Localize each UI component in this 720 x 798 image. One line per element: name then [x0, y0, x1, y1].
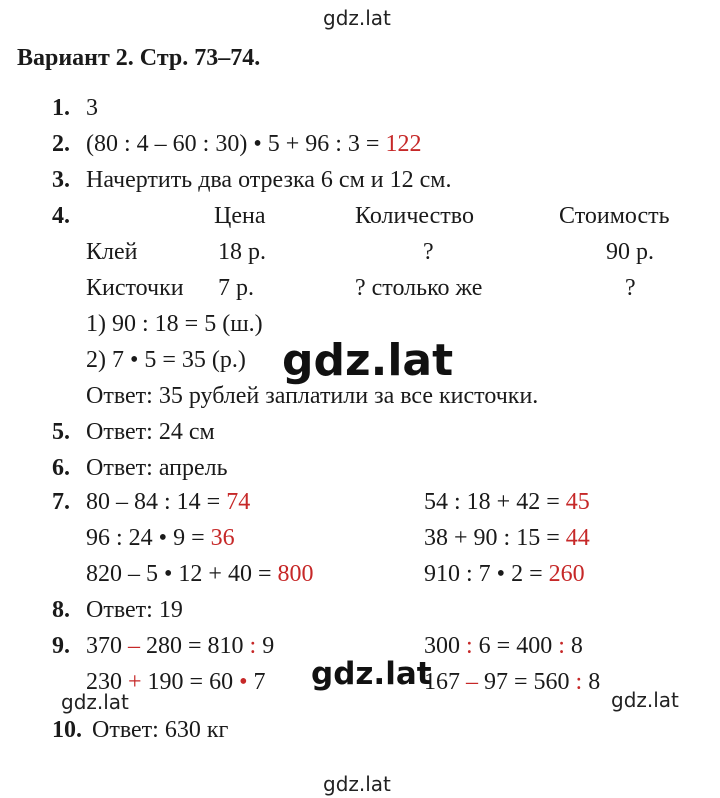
answer-text: Ответ: апрель — [86, 455, 228, 481]
answer-value: 45 — [565, 489, 590, 515]
expression: 54 : 18 + 42 = 45 — [424, 489, 590, 515]
expression: 300 : 6 = 400 : 8 — [424, 633, 583, 659]
watermark-right: gdz.lat — [611, 688, 679, 712]
expression: 80 – 84 : 14 = 74 — [86, 489, 251, 515]
item-number: 2. — [52, 131, 70, 157]
table-cell: ? — [423, 239, 434, 265]
answer-value: 122 — [385, 131, 422, 157]
answer-value: 800 — [277, 561, 314, 587]
page-title: Вариант 2. Стр. 73–74. — [17, 45, 261, 71]
expression: 96 : 24 • 9 = 36 — [86, 525, 235, 551]
table-header-cost: Стоимость — [559, 203, 670, 229]
table-cell: 18 р. — [218, 239, 266, 265]
table-header-quantity: Количество — [355, 203, 474, 229]
watermark-center: gdz.lat — [282, 335, 454, 386]
answer-value: 44 — [565, 525, 590, 551]
item-number: 6. — [52, 455, 70, 481]
watermark-bottom: gdz.lat — [323, 772, 391, 796]
answer-value: 260 — [548, 561, 585, 587]
item-number: 5. — [52, 419, 70, 445]
watermark-left: gdz.lat — [61, 690, 129, 714]
item-number: 9. — [52, 633, 70, 659]
watermark-lower-center: gdz.lat — [311, 656, 432, 692]
solution-step: 2) 7 • 5 = 35 (р.) — [86, 347, 246, 373]
expression: (80 : 4 – 60 : 30) • 5 + 96 : 3 = 122 — [86, 131, 422, 157]
table-cell: 90 р. — [606, 239, 654, 265]
answer-text: Начертить два отрезка 6 см и 12 см. — [86, 167, 452, 193]
watermark-top: gdz.lat — [323, 6, 391, 30]
answer-text: Ответ: 24 см — [86, 419, 215, 445]
expression: 370 – 280 = 810 : 9 — [86, 633, 275, 659]
table-cell: 7 р. — [218, 275, 254, 301]
answer-text: Ответ: 35 рублей заплатили за все кисточки. — [86, 383, 539, 409]
table-cell: Кисточки — [86, 275, 184, 301]
table-cell: Клей — [86, 239, 138, 265]
item-number: 4. — [52, 203, 70, 229]
item-number: 3. — [52, 167, 70, 193]
item-number: 7. — [52, 489, 70, 515]
answer-text: 3 — [86, 95, 98, 121]
expression: 820 – 5 • 12 + 40 = 800 — [86, 561, 314, 587]
expression: 230 + 190 = 60 • 7 — [86, 669, 266, 695]
item-number: 10. — [52, 717, 82, 743]
expression: 167 – 97 = 560 : 8 — [424, 669, 601, 695]
answer-text: Ответ: 19 — [86, 597, 183, 623]
item-number: 8. — [52, 597, 70, 623]
table-header-price: Цена — [214, 203, 266, 229]
table-cell: ? — [625, 275, 636, 301]
answer-text: Ответ: 630 кг — [92, 717, 229, 743]
table-cell: ? столько же — [355, 275, 483, 301]
expression: 910 : 7 • 2 = 260 — [424, 561, 585, 587]
solution-step: 1) 90 : 18 = 5 (ш.) — [86, 311, 263, 337]
expression: 38 + 90 : 15 = 44 — [424, 525, 590, 551]
answer-value: 74 — [226, 489, 251, 515]
answer-value: 36 — [210, 525, 235, 551]
item-number: 1. — [52, 95, 70, 121]
